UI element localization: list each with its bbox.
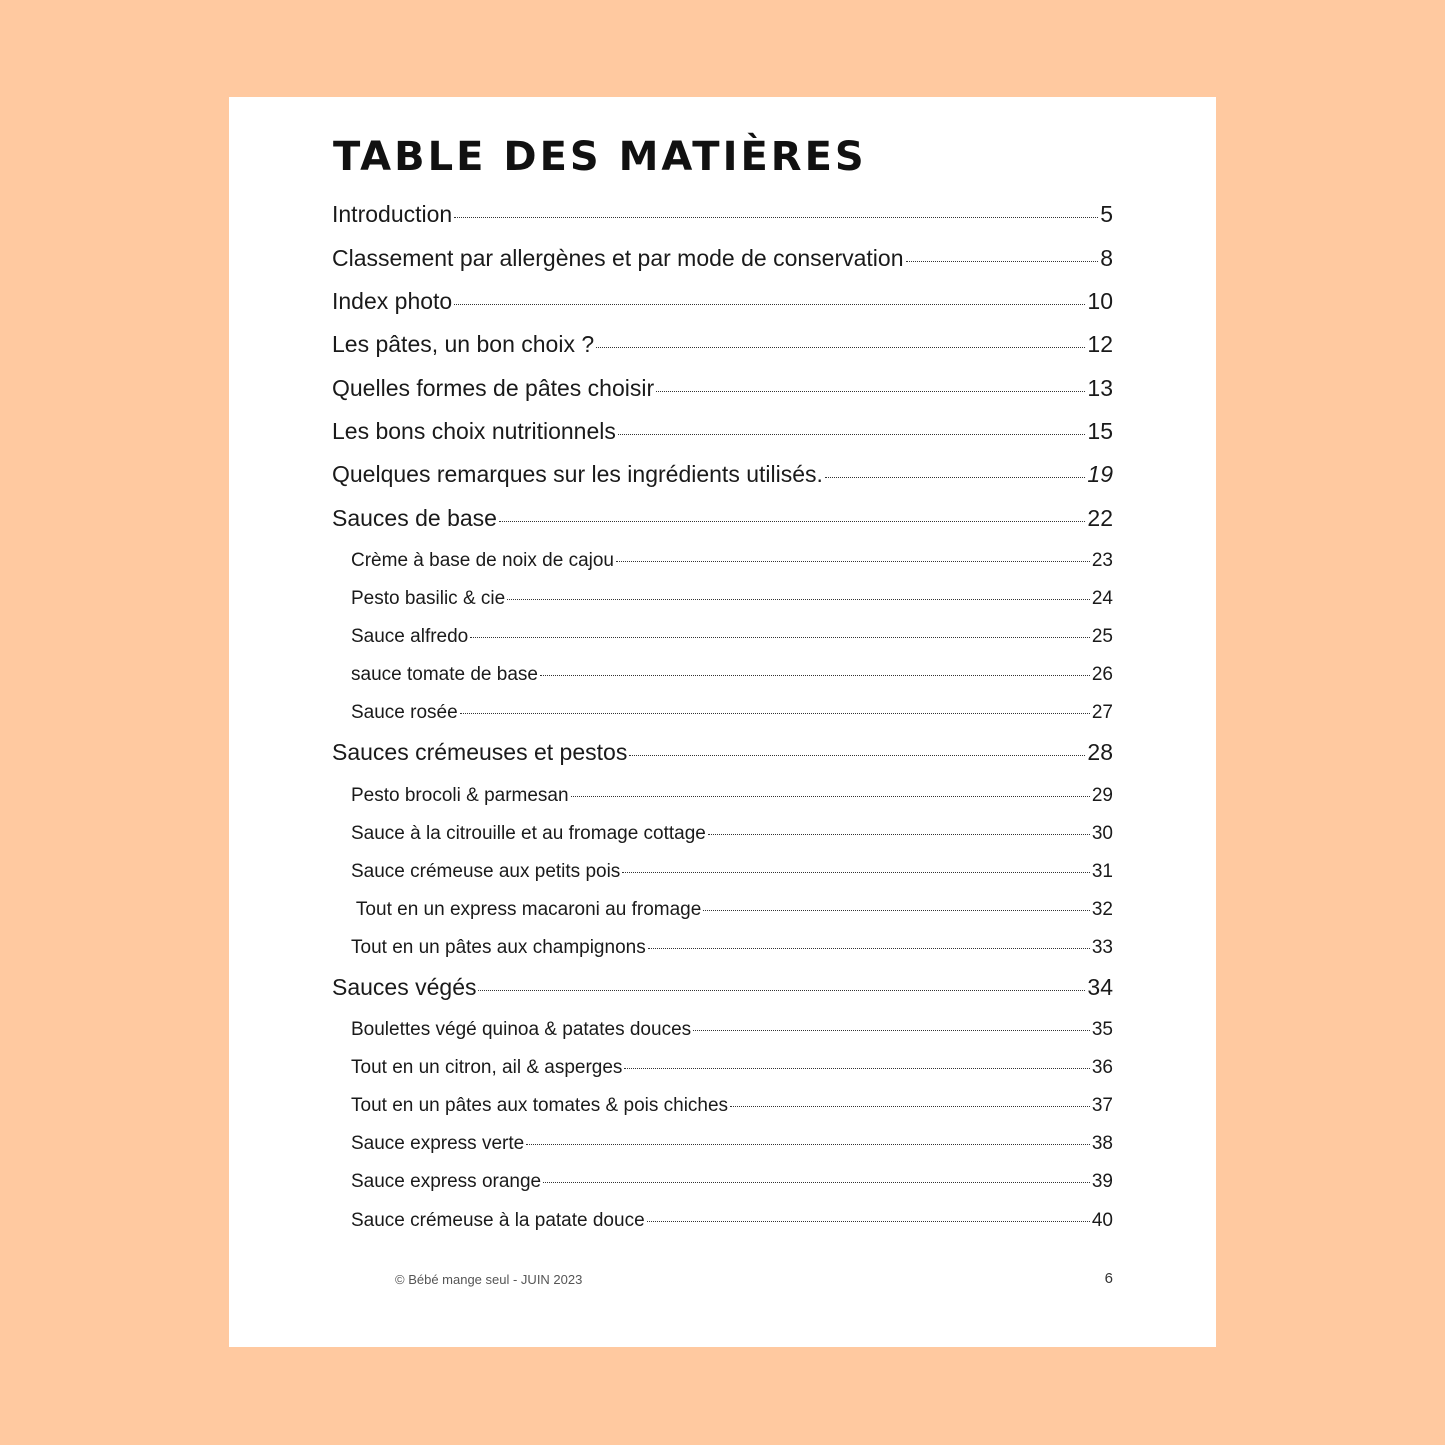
toc-entry-label: Boulettes végé quinoa & patates douces	[351, 1019, 692, 1040]
toc-entry-label: Sauce alfredo	[351, 626, 469, 647]
toc-leader-dots	[460, 713, 1090, 714]
toc-leader-dots	[596, 347, 1085, 348]
toc-leader-dots	[825, 477, 1086, 478]
toc-subentry[interactable]	[351, 626, 1113, 648]
toc-leader-dots	[454, 217, 1098, 218]
toc-leader-dots	[454, 304, 1085, 305]
toc-entry-label: Quelles formes de pâtes choisir	[332, 375, 655, 401]
toc-leader-dots	[499, 521, 1085, 522]
toc-entry-label: Tout en un citron, ail & asperges	[351, 1057, 623, 1078]
toc-entry-label: Les bons choix nutritionnels	[332, 418, 616, 444]
toc-entry[interactable]	[332, 375, 1113, 402]
toc-entry-page-number: 22	[1087, 505, 1113, 531]
toc-leader-dots	[618, 434, 1086, 435]
toc-entry-label: Tout en un express macaroni au fromage	[351, 899, 702, 920]
toc-leader-dots	[526, 1144, 1090, 1145]
toc-entry-page-number: 13	[1087, 375, 1113, 401]
toc-entry-page-number: 15	[1087, 418, 1113, 444]
toc-entry-label: Sauce crémeuse aux petits pois	[351, 861, 621, 882]
toc-entry-page-number: 34	[1087, 974, 1113, 1000]
table-of-contents	[229, 97, 1216, 1347]
toc-leader-dots	[571, 796, 1090, 797]
toc-entry-page-number: 37	[1091, 1095, 1113, 1116]
toc-entry[interactable]	[332, 505, 1113, 532]
toc-entry-page-number: 12	[1087, 331, 1113, 357]
toc-subentry[interactable]	[351, 1057, 1113, 1079]
toc-leader-dots	[540, 675, 1090, 676]
toc-leader-dots	[648, 948, 1090, 949]
toc-entry-page-number: 25	[1091, 626, 1113, 647]
toc-leader-dots	[622, 872, 1090, 873]
toc-entry-label: Sauces crémeuses et pestos	[332, 739, 628, 765]
toc-subentry[interactable]	[351, 588, 1113, 610]
toc-entry-label: Les pâtes, un bon choix ?	[332, 331, 595, 357]
toc-subentry[interactable]	[351, 823, 1113, 845]
toc-leader-dots	[730, 1106, 1090, 1107]
toc-entry[interactable]	[332, 974, 1113, 1001]
toc-entry-page-number: 29	[1091, 785, 1113, 806]
toc-subentry[interactable]	[351, 785, 1113, 807]
page-title: TABLE DES MATIÈRES	[333, 134, 867, 180]
toc-entry-label: Classement par allergènes et par mode de conservation	[332, 245, 904, 271]
toc-entry-page-number: 26	[1091, 664, 1113, 685]
toc-entry-label: Quelques remarques sur les ingrédients utilisés.	[332, 461, 823, 487]
toc-entry-page-number: 32	[1091, 899, 1113, 920]
toc-entry-label: Sauce express verte	[351, 1133, 525, 1154]
toc-entry-page-number: 27	[1091, 702, 1113, 723]
toc-entry-label: Sauce crémeuse à la patate douce	[351, 1210, 645, 1231]
toc-entry-page-number: 24	[1091, 588, 1113, 609]
toc-entry-label: Sauces de base	[332, 505, 497, 531]
toc-entry-label: sauce tomate de base	[351, 664, 538, 685]
toc-leader-dots	[906, 261, 1099, 262]
toc-entry-page-number: 36	[1091, 1057, 1113, 1078]
toc-entry[interactable]	[332, 331, 1113, 358]
toc-leader-dots	[647, 1221, 1090, 1222]
toc-subentry[interactable]	[351, 899, 1113, 921]
toc-leader-dots	[693, 1030, 1090, 1031]
toc-entry-page-number: 39	[1091, 1171, 1113, 1192]
toc-entry-page-number: 5	[1100, 201, 1113, 227]
toc-subentry[interactable]	[351, 861, 1113, 883]
toc-subentry[interactable]	[351, 1171, 1113, 1193]
toc-subentry[interactable]	[351, 702, 1113, 724]
toc-entry-label: Index photo	[332, 288, 453, 314]
footer-copyright: © Bébé mange seul - JUIN 2023	[395, 1272, 583, 1287]
toc-entry-page-number: 31	[1091, 861, 1113, 882]
toc-entry-page-number: 33	[1091, 937, 1113, 958]
toc-leader-dots	[656, 391, 1085, 392]
toc-entry[interactable]	[332, 201, 1113, 228]
toc-subentry[interactable]	[351, 1210, 1113, 1232]
toc-subentry[interactable]	[351, 1019, 1113, 1041]
toc-entry-page-number: 23	[1091, 550, 1113, 571]
toc-entry-page-number: 40	[1091, 1210, 1113, 1231]
toc-leader-dots	[616, 561, 1090, 562]
toc-entry-label: Sauce express orange	[351, 1171, 542, 1192]
toc-subentry[interactable]	[351, 550, 1113, 572]
toc-leader-dots	[470, 637, 1090, 638]
toc-subentry[interactable]	[351, 664, 1113, 686]
toc-subentry[interactable]	[351, 1133, 1113, 1155]
toc-entry-label: Sauce rosée	[351, 702, 458, 723]
toc-entry[interactable]	[332, 245, 1113, 272]
toc-subentry[interactable]	[351, 937, 1113, 959]
toc-entry[interactable]	[332, 739, 1113, 766]
toc-entry-label: Pesto basilic & cie	[351, 588, 506, 609]
toc-entry-page-number: 10	[1087, 288, 1113, 314]
toc-leader-dots	[708, 834, 1090, 835]
toc-leader-dots	[624, 1068, 1089, 1069]
toc-entry-page-number: 8	[1100, 245, 1113, 271]
toc-entry-label: Introduction	[332, 201, 453, 227]
toc-entry-label: Tout en un pâtes aux tomates & pois chiches	[351, 1095, 729, 1116]
toc-entry-page-number: 38	[1091, 1133, 1113, 1154]
toc-entry[interactable]	[332, 288, 1113, 315]
toc-entry-page-number: 30	[1091, 823, 1113, 844]
toc-leader-dots	[507, 599, 1090, 600]
toc-entry-label: Tout en un pâtes aux champignons	[351, 937, 646, 958]
toc-entry-label: Sauce à la citrouille et au fromage cottage	[351, 823, 706, 844]
toc-entry-label: Crème à base de noix de cajou	[351, 550, 614, 571]
toc-entry[interactable]	[332, 418, 1113, 445]
footer-page-number: 6	[1104, 1270, 1113, 1287]
toc-entry-page-number: 28	[1087, 739, 1113, 765]
toc-entry-label: Pesto brocoli & parmesan	[351, 785, 569, 806]
toc-entry-label: Sauces végés	[332, 974, 477, 1000]
toc-entry[interactable]	[332, 461, 1113, 488]
document-page	[229, 97, 1216, 1347]
toc-entry-page-number: 19	[1087, 461, 1113, 487]
toc-leader-dots	[478, 990, 1085, 991]
toc-leader-dots	[629, 755, 1085, 756]
toc-entry-page-number: 35	[1091, 1019, 1113, 1040]
toc-subentry[interactable]	[351, 1095, 1113, 1117]
toc-leader-dots	[543, 1182, 1090, 1183]
toc-leader-dots	[703, 910, 1090, 911]
